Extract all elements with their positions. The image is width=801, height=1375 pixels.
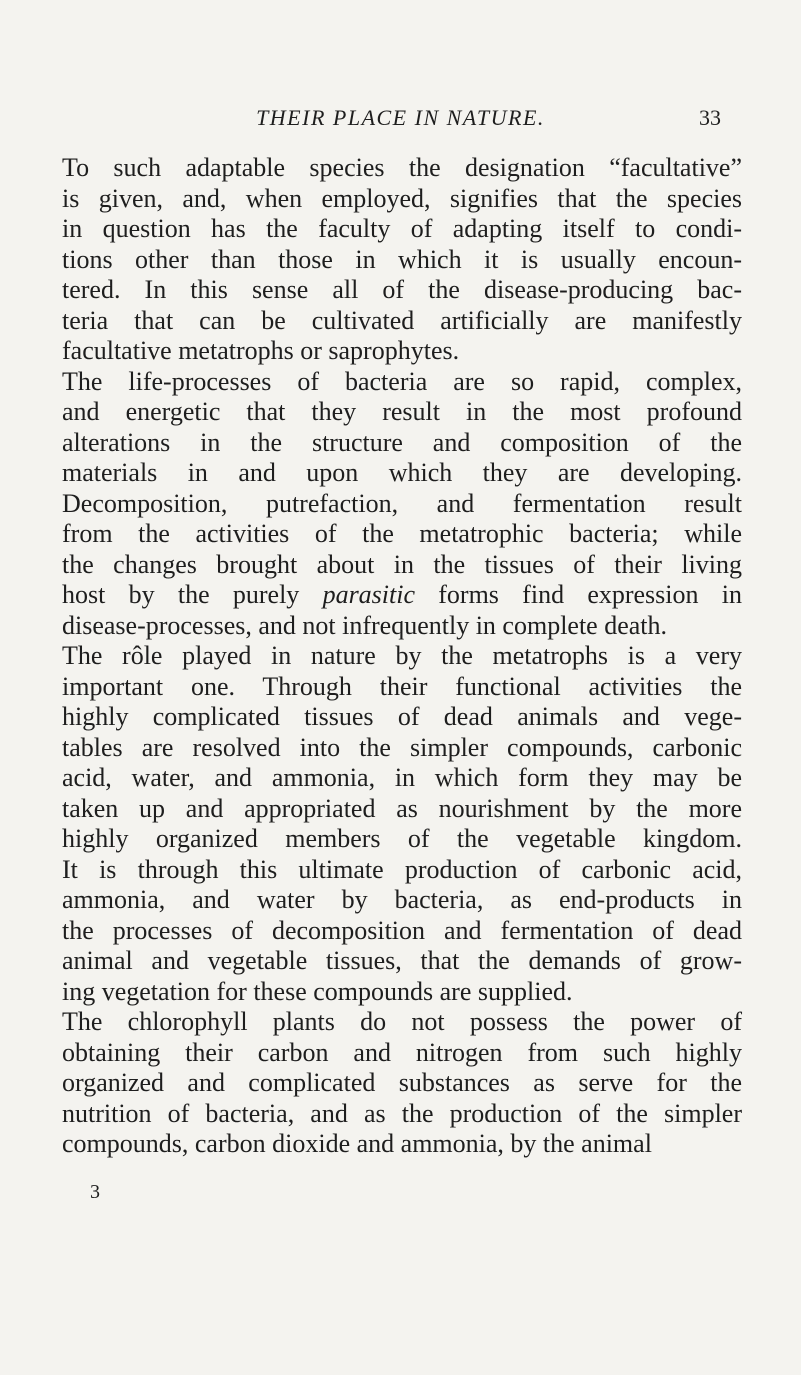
- text-line: tions other than those in which it is usually encoun-: [62, 244, 742, 274]
- page-number: 33: [699, 105, 721, 130]
- text-line: Decomposition, putrefaction, and fermentation result: [62, 488, 742, 518]
- text-line: alterations in the structure and composition of the: [62, 427, 742, 457]
- paragraph: [62, 1007, 742, 1160]
- text-line: and energetic that they result in the most profound: [62, 397, 742, 426]
- text-line: compounds, carbon dioxide and ammonia, by the animal: [62, 1129, 652, 1158]
- signature-mark: 3: [90, 1181, 100, 1203]
- text-line: highly organized members of the vegetable kingdom.: [62, 824, 742, 853]
- text-line: organized and complicated substances as serve for the: [62, 1068, 742, 1097]
- text-line: It is through this ultimate production of carbonic acid,: [62, 854, 742, 884]
- text-line: acid, water, and ammonia, in which form they may be: [62, 763, 742, 792]
- text-line: The chlorophyll plants do not possess the power of: [62, 1007, 742, 1036]
- text-line: is given, and, when employed, signifies that the species: [62, 183, 742, 213]
- paragraph: [62, 641, 742, 1007]
- text-line: nutrition of bacteria, and as the production of the simpler: [62, 1098, 742, 1128]
- text-line: materials in and upon which they are developing.: [62, 458, 742, 487]
- text-line: teria that can be cultivated artificially are manifestly: [62, 305, 742, 335]
- paragraph: [62, 153, 742, 367]
- text-line: tered. In this sense all of the disease-producing bac-: [62, 275, 742, 304]
- text-line: ammonia, and water by bacteria, as end-products in: [62, 885, 742, 914]
- running-title: THEIR PLACE IN NATURE.: [256, 105, 545, 130]
- text-line: ing vegetation for these compounds are supplied.: [62, 976, 573, 1006]
- text-line: important one. Through their functional activities the: [62, 671, 742, 701]
- paragraph: [62, 367, 742, 642]
- text-line: disease-processes, and not infrequently in complete death.: [62, 610, 668, 640]
- text-line: facultative metatrophs or saprophytes.: [62, 336, 460, 365]
- text-line: The life-processes of bacteria are so rapid, complex,: [62, 366, 742, 396]
- text-line: in question has the faculty of adapting itself to condi-: [62, 214, 742, 243]
- text-line: the processes of decomposition and fermentation of dead: [62, 915, 742, 945]
- running-head: [0, 105, 801, 135]
- emphasis: parasitic: [322, 580, 416, 609]
- text-line: from the activities of the metatrophic bacteria; while: [62, 519, 742, 548]
- text-line: animal and vegetable tissues, that the demands of grow-: [62, 946, 742, 975]
- text-line: To such adaptable species the designation “facultative”: [62, 153, 742, 182]
- text-line: host by the purely parasitic forms find expression in: [62, 580, 743, 609]
- text-line: highly complicated tissues of dead animals and vege-: [62, 702, 742, 731]
- body-text: [62, 153, 742, 1160]
- text-line: the changes brought about in the tissues of their living: [62, 549, 742, 579]
- text-line: The rôle played in nature by the metatrophs is a very: [62, 641, 742, 670]
- text-line: tables are resolved into the simpler compounds, carbonic: [62, 732, 742, 762]
- text-line: taken up and appropriated as nourishment by the more: [62, 793, 742, 823]
- text-line: obtaining their carbon and nitrogen from such highly: [62, 1037, 742, 1067]
